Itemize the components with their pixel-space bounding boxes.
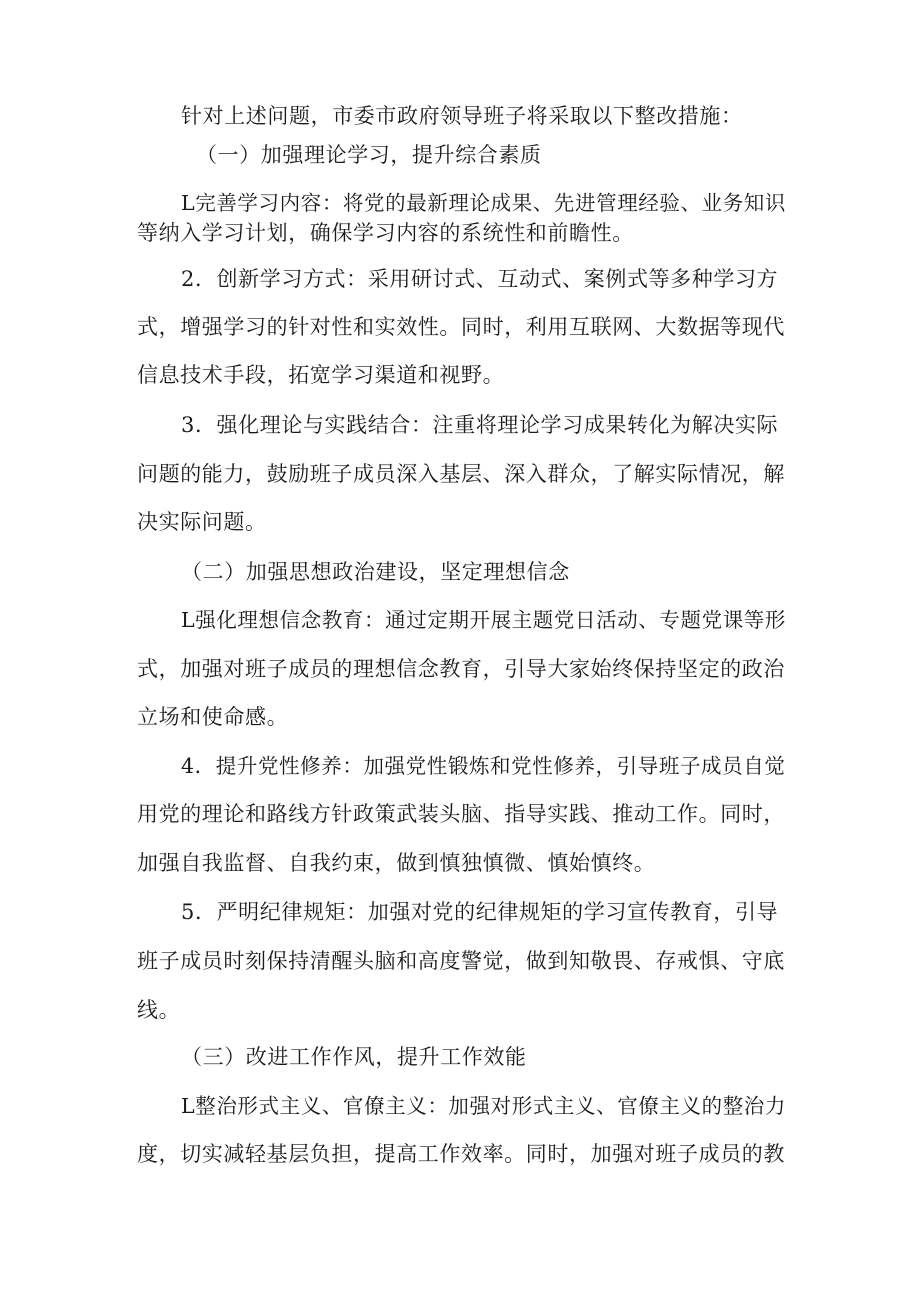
section-1-item-3-line-1: 3．强化理论与实践结合：注重将理论学习成果转化为解决实际: [181, 413, 779, 437]
section-1-item-1-line-1: L完善学习内容：将党的最新理论成果、先进管理经验、业务知识: [181, 191, 787, 215]
section-2-item-4-line-2: 用党的理论和路线方针政策武装头脑、指导实践、推动工作。同时，: [137, 802, 785, 826]
section-2-item-1-line-3: 立场和使命感。: [137, 705, 289, 729]
section-1-item-3-line-3: 决实际问题。: [137, 510, 267, 534]
section-2-item-1-line-1: L强化理想信念教育：通过定期开展主题党日活动、专题党课等形: [181, 608, 787, 632]
section-1-item-2-line-2: 式，增强学习的针对性和实效性。同时，利用互联网、大数据等现代: [137, 315, 785, 339]
section-2-item-4-line-1: 4．提升党性修养：加强党性锻炼和党性修养，引导班子成员自觉: [181, 754, 786, 778]
section-2-item-5-line-1: 5．严明纪律规矩：加强对党的纪律规矩的学习宣传教育，引导: [181, 900, 779, 924]
section-3-heading: （三）改进工作作风，提升工作效能: [181, 1045, 527, 1069]
section-2-item-4-line-3: 加强自我监督、自我约束，做到慎独慎微、慎始慎终。: [137, 851, 656, 875]
section-2-item-5-line-2: 班子成员时刻保持清醒头脑和高度警觉，做到知敬畏、存戒惧、守底: [137, 949, 785, 973]
section-1-heading: （一）加强理论学习，提升综合素质: [196, 143, 542, 167]
section-3-item-1-line-2: 度，切实减轻基层负担，提高工作效率。同时，加强对班子成员的教: [137, 1142, 785, 1166]
section-1-item-2-line-1: 2．创新学习方式：采用研讨式、互动式、案例式等多种学习方: [181, 267, 779, 291]
intro-paragraph: 针对上述问题，市委市政府领导班子将采取以下整改措施：: [181, 104, 743, 128]
section-2-item-5-line-3: 线。: [137, 998, 181, 1022]
section-1-item-3-line-2: 问题的能力，鼓励班子成员深入基层、深入群众，了解实际情况，解: [137, 462, 785, 486]
section-2-heading: （二）加强思想政治建设，坚定理想信念: [181, 560, 570, 584]
section-3-item-1-line-1: L整治形式主义、官僚主义：加强对形式主义、官僚主义的整治力: [181, 1094, 787, 1118]
section-2-item-1-line-2: 式，加强对班子成员的理想信念教育，引导大家始终保持坚定的政治: [137, 657, 785, 681]
section-1-item-1-line-2: 等纳入学习计划，确保学习内容的系统性和前瞻性。: [137, 221, 634, 245]
section-1-item-2-line-3: 信息技术手段，拓宽学习渠道和视野。: [137, 363, 505, 387]
